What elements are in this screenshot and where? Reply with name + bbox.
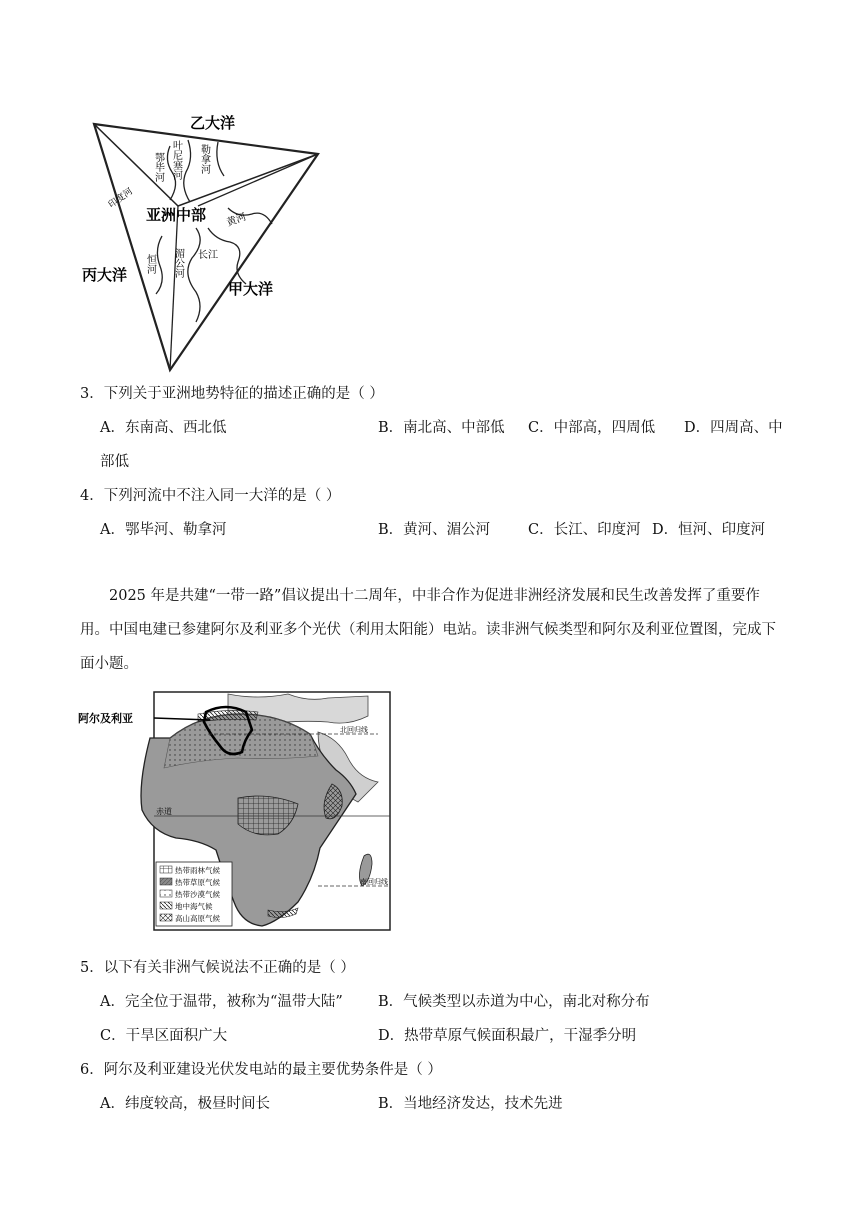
legend-desert: 热带沙漠气候 — [175, 890, 220, 899]
q3-option-a[interactable]: A．东南高、西北低 — [100, 420, 227, 436]
q3-option-b[interactable]: B．南北高、中部低 — [378, 420, 505, 436]
river-mekong — [188, 228, 200, 322]
yangtze-label: 长江 — [198, 250, 218, 261]
q4-option-a[interactable]: A．鄂毕河、勒拿河 — [100, 522, 227, 538]
q5-option-d[interactable]: D．热带草原气候面积最广，干湿季分明 — [378, 1028, 637, 1044]
yenisei-label — [171, 139, 183, 181]
divide-south — [170, 206, 178, 370]
ebi-label — [153, 152, 165, 183]
river-ganges — [156, 236, 162, 294]
legend-swatch-highland — [160, 914, 172, 921]
q4-option-b[interactable]: B．黄河、湄公河 — [378, 522, 491, 538]
q3-option-d[interactable]: D．四周高、中 — [684, 420, 783, 436]
legend-rainforest: 热带雨林气候 — [175, 866, 220, 875]
q6-option-b[interactable]: B．当地经济发达，技术先进 — [378, 1096, 563, 1112]
asia-rivers-figure — [78, 108, 328, 373]
ganges-label — [145, 253, 157, 275]
africa-climate-map — [78, 688, 394, 933]
svg-text:鄂毕河: 鄂毕河 — [152, 152, 164, 182]
legend-highland: 高山高原气候 — [175, 914, 220, 923]
legend-swatch-savanna — [160, 878, 172, 885]
q5-option-c[interactable]: C．干旱区面积广大 — [100, 1028, 228, 1044]
reading-passage: 2025 年是共建“一带一路”倡议提出十二周年，中非合作为促进非洲经济发展和民生改善发挥了重要作用。中国电建已参建阿尔及利亚多个光伏（利用太阳能）电站。读非洲气候类型和阿尔及利亚位置图，完成下面小题。 — [80, 588, 776, 672]
q4-option-c[interactable]: C．长江、印度河 — [528, 522, 641, 538]
svg-text:恒河: 恒河 — [144, 254, 156, 274]
legend-savanna: 热带草原气候 — [175, 878, 220, 887]
q6-stem: 6．阿尔及利亚建设光伏发电站的最主要优势条件是（ ） — [80, 1062, 442, 1078]
legend-swatch-rainforest — [160, 866, 172, 873]
lena-label — [199, 143, 211, 175]
legend-swatch-desert — [160, 890, 172, 897]
svg-text:叶尼塞河: 叶尼塞河 — [170, 140, 182, 180]
center-asia-label: 亚洲中部 — [146, 206, 207, 224]
algeria-label: 阿尔及利亚 — [78, 712, 133, 725]
indus-label: 印度河 — [106, 186, 135, 211]
river-yenisei — [184, 140, 191, 202]
legend-mediterranean: 地中海气候 — [175, 902, 213, 911]
climate-legend — [156, 862, 232, 926]
ocean-yi-label: 乙大洋 — [190, 114, 236, 132]
q3-stem: 3．下列关于亚洲地势特征的描述正确的是（ ） — [80, 386, 384, 402]
legend-swatch-mediterranean — [160, 902, 172, 909]
svg-text:勒拿河: 勒拿河 — [198, 144, 210, 174]
equator-label: 赤道 — [156, 807, 172, 816]
africa-climate-figure — [78, 688, 394, 933]
svg-text:湄公河: 湄公河 — [172, 248, 184, 278]
q3-option-d-cont: 部低 — [100, 454, 129, 470]
yellow-river-label: 黄河 — [225, 211, 248, 229]
ocean-bing-label: 丙大洋 — [82, 266, 128, 284]
asia-rivers-diagram — [78, 108, 328, 373]
tropic-south-label: 南回归线 — [360, 878, 388, 886]
q5-option-b[interactable]: B．气候类型以赤道为中心，南北对称分布 — [378, 994, 650, 1010]
river-lena — [217, 142, 224, 176]
q4-option-d[interactable]: D．恒河、印度河 — [652, 522, 766, 538]
q6-option-a[interactable]: A．纬度较高，极昼时间长 — [100, 1096, 270, 1112]
tropic-north-label: 北回归线 — [340, 726, 368, 734]
q5-option-a[interactable]: A．完全位于温带，被称为“温带大陆” — [100, 994, 343, 1010]
ocean-jia-label: 甲大洋 — [228, 280, 274, 298]
q5-stem: 5．以下有关非洲气候说法不正确的是（ ） — [80, 960, 355, 976]
mekong-label — [173, 248, 185, 279]
q4-stem: 4．下列河流中不注入同一大洋的是（ ） — [80, 488, 341, 504]
q3-option-c[interactable]: C．中部高，四周低 — [528, 420, 656, 436]
